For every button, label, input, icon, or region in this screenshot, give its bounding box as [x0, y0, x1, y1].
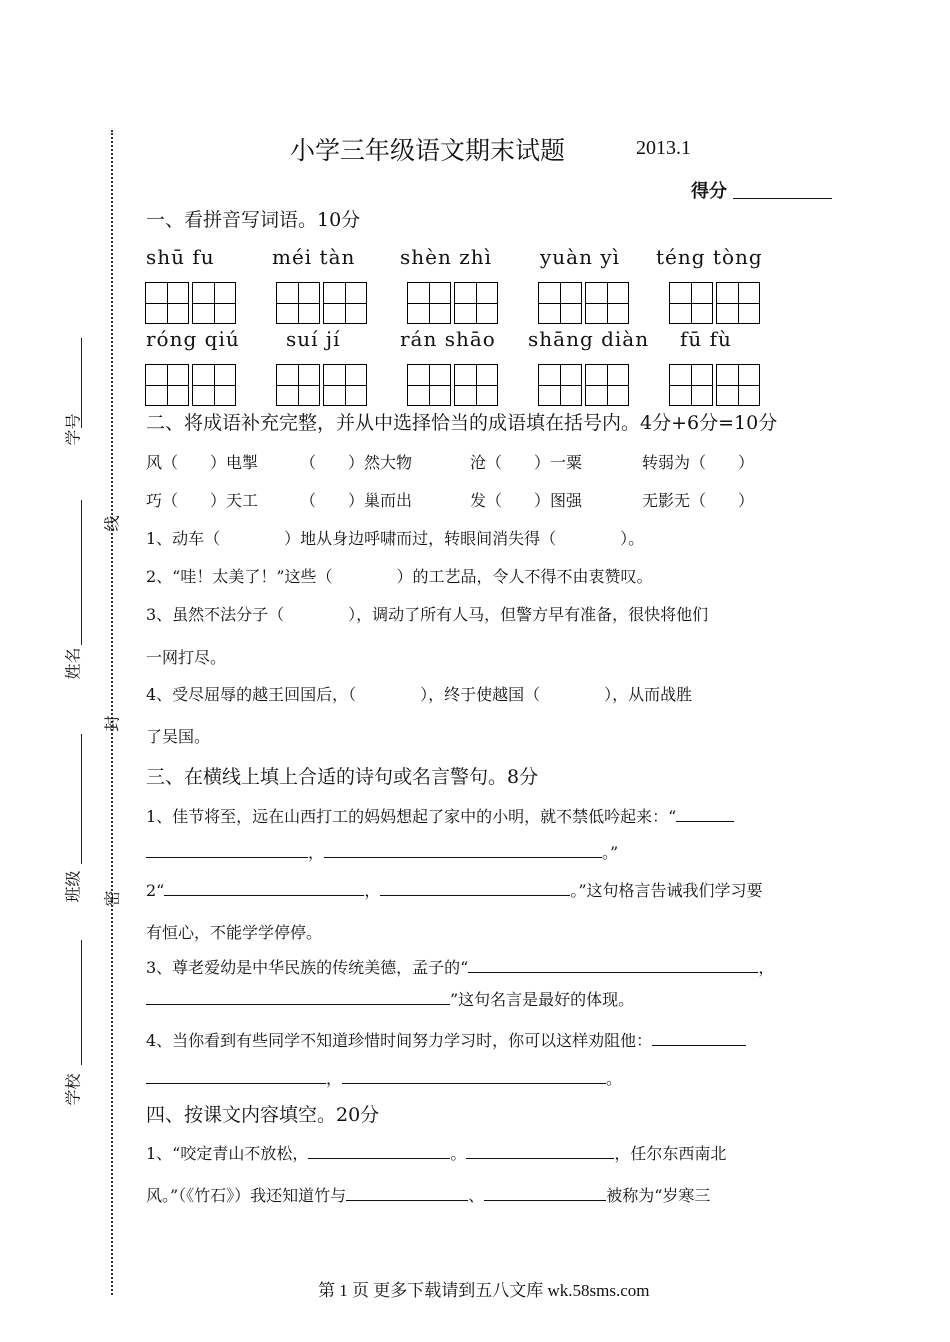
section3-q2-start: 2“	[146, 881, 165, 900]
section3-q1-text: 1、佳节将至，远在山西打工的妈妈想起了家中的小明，就不禁低吟起来：“	[146, 807, 677, 826]
section4-q1b-start: 风。”（《竹石》）我还知道竹与	[146, 1186, 347, 1205]
blank-3-2b[interactable]	[380, 894, 570, 896]
blank-4-1a[interactable]	[308, 1157, 450, 1159]
blank-4-1c[interactable]	[346, 1199, 468, 1201]
name-line	[81, 500, 82, 645]
class-label: 班级	[63, 870, 83, 903]
answer-grid-10[interactable]	[669, 364, 763, 406]
pinyin-shufu: shū fu	[146, 245, 215, 269]
section3-q2-sep: ，	[364, 881, 381, 900]
page-footer: 第 1 页 更多下载请到五八文库 wk.58sms.com	[318, 1281, 650, 1300]
blank-4-1b[interactable]	[466, 1157, 614, 1159]
pinyin-rongqiu: róng qiú	[146, 327, 240, 351]
section3-q4-end: 。	[606, 1069, 623, 1088]
section4-q1-start: 1、“咬定青山不放松，	[146, 1144, 309, 1163]
section2-q2: 2、“哇！太美了！”这些（ ）的工艺品，令人不得不由衷赞叹。	[146, 567, 653, 586]
pinyin-ranshao: rán shāo	[400, 327, 496, 351]
blank-3-1a[interactable]	[676, 820, 734, 822]
answer-grid-8[interactable]	[407, 364, 501, 406]
idiom-5: 巧（ ）天工	[146, 491, 259, 510]
seal-char-xian: 线	[102, 515, 122, 532]
section2-q4-line2: 了吴国。	[146, 727, 211, 746]
section4-q1-mid: 。	[450, 1144, 467, 1163]
section3-q1-end: 。”	[602, 843, 619, 862]
idiom-2: （ ）然大物	[300, 453, 413, 472]
blank-3-1b[interactable]	[146, 856, 308, 858]
pinyin-shangdian: shāng diàn	[528, 327, 650, 351]
section2-q3-line2: 一网打尽。	[146, 648, 227, 667]
answer-grid-5[interactable]	[669, 282, 763, 324]
school-label: 学校	[63, 1073, 83, 1106]
section1-heading: 一、看拼音写词语。10分	[146, 209, 361, 231]
answer-grid-6[interactable]	[145, 364, 239, 406]
section3-q4-line2	[146, 1066, 622, 1089]
section3-q4-line1	[146, 1028, 746, 1051]
answer-grid-3[interactable]	[407, 282, 501, 324]
blank-4-1d[interactable]	[484, 1199, 606, 1201]
score-blank[interactable]	[733, 198, 832, 199]
idiom-6: （ ）巢而出	[300, 491, 413, 510]
section3-q3-text: 3、尊老爱幼是中华民族的传统美德，孟子的“	[146, 958, 469, 977]
student-id-label: 学号	[63, 413, 83, 446]
pinyin-suiji: suí jí	[286, 327, 341, 351]
seal-char-feng: 封	[102, 715, 122, 732]
section3-q3-line2	[146, 987, 634, 1010]
blank-3-4c[interactable]	[342, 1082, 606, 1084]
section3-q2-line2: 有恒心，不能学学停停。	[146, 923, 323, 942]
answer-grid-4[interactable]	[538, 282, 632, 324]
answer-grid-9[interactable]	[538, 364, 632, 406]
blank-3-4b[interactable]	[146, 1082, 326, 1084]
blank-3-3a[interactable]	[468, 971, 758, 973]
section2-q4-line1: 4、受尽屈辱的越王回国后，（ ），终于使越国（ ），从而战胜	[146, 685, 693, 704]
blank-3-1c[interactable]	[324, 856, 602, 858]
idiom-3: 沧（ ）一粟	[470, 453, 583, 472]
exam-date: 2013.1	[636, 137, 691, 159]
answer-grid-1[interactable]	[145, 282, 239, 324]
section3-q1-line2	[146, 840, 618, 863]
seal-char-mi: 密	[102, 890, 122, 907]
class-line	[81, 734, 82, 864]
name-label: 姓名	[63, 647, 83, 680]
section3-q4-sep: ，	[326, 1069, 343, 1088]
idiom-8: 无影无（ ）	[642, 491, 755, 510]
answer-grid-2[interactable]	[276, 282, 370, 324]
pinyin-shenzhi: shèn zhì	[400, 245, 493, 269]
student-id-line	[81, 338, 82, 428]
pinyin-yuanyi: yuàn yì	[540, 245, 621, 269]
section3-q2-line1	[146, 878, 763, 901]
seal-dotted-line	[111, 130, 113, 1295]
section3-q3-line1	[146, 955, 774, 978]
section3-q3-end: ”这句名言是最好的体现。	[450, 990, 635, 1009]
section3-q1-sep: ，	[308, 843, 325, 862]
pinyin-meitan: méi tàn	[272, 245, 356, 269]
section3-q1-line1	[146, 804, 734, 827]
score-label: 得分	[691, 181, 727, 202]
blank-3-4a[interactable]	[652, 1044, 746, 1046]
section3-q2-end: 。”这句格言告诫我们学习要	[570, 881, 763, 900]
pinyin-tengtong: téng tòng	[656, 245, 763, 269]
section2-q1: 1、动车（ ）地从身边呼啸而过，转眼间消失得（ ）。	[146, 529, 645, 548]
section4-heading: 四、按课文内容填空。20分	[146, 1104, 380, 1126]
blank-3-3b[interactable]	[146, 1003, 450, 1005]
idiom-1: 风（ ）电掣	[146, 453, 259, 472]
section3-heading: 三、在横线上填上合适的诗句或名言警句。8分	[146, 766, 539, 788]
blank-3-2a[interactable]	[164, 894, 364, 896]
section3-q3-comma: ，	[758, 958, 775, 977]
idiom-4: 转弱为（ ）	[642, 453, 755, 472]
page-title: 小学三年级语文期末试题	[290, 136, 566, 165]
section4-q1b-end: 被称为“岁寒三	[606, 1186, 711, 1205]
section4-q1-end: ，任尔东西南北	[614, 1144, 727, 1163]
section2-heading: 二、将成语补充完整，并从中选择恰当的成语填在括号内。4分+6分=10分	[146, 412, 778, 434]
section3-q4-text: 4、当你看到有些同学不知道珍惜时间努力学习时，你可以这样劝阻他：	[146, 1031, 653, 1050]
idiom-7: 发（ ）图强	[470, 491, 583, 510]
section4-q1-line1	[146, 1141, 726, 1164]
section2-q3-line1: 3、虽然不法分子（ ），调动了所有人马，但警方早有准备，很快将他们	[146, 605, 709, 624]
section4-q1-line2	[146, 1183, 710, 1206]
school-line	[81, 940, 82, 1065]
pinyin-fufu: fū fù	[680, 327, 732, 351]
answer-grid-7[interactable]	[276, 364, 370, 406]
section4-q1b-mid: 、	[468, 1186, 485, 1205]
